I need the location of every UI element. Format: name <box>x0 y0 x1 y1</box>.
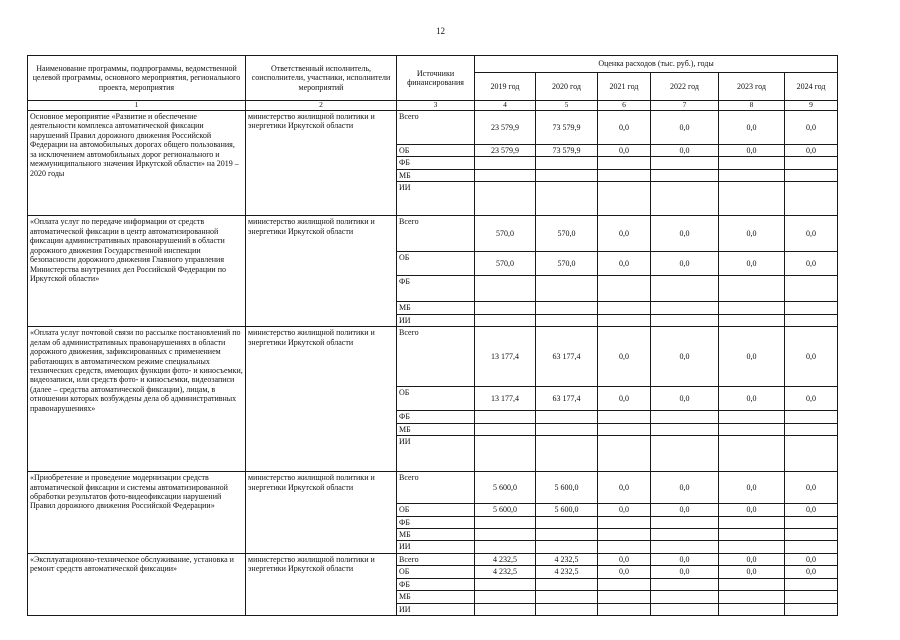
expense-value: 0,0 <box>785 553 838 565</box>
responsible-executor: министерство жилищной политики и энергетики Иркутской области <box>246 111 397 216</box>
activity-name: «Эксплуатационно-техническое обслуживание, установка и ремонт средств автоматической фиксации» <box>28 553 246 615</box>
expense-value <box>536 516 598 528</box>
expense-value <box>475 528 536 540</box>
page-number: 12 <box>436 26 445 36</box>
table-row <box>28 216 838 252</box>
expense-value: 0,0 <box>719 327 785 387</box>
expense-value <box>536 157 598 169</box>
expense-value <box>598 276 651 302</box>
funding-source: ИИ <box>397 541 475 553</box>
header-estimate: Оценка расходов (тыс. руб.), годы <box>475 56 838 73</box>
expense-value <box>785 182 838 216</box>
expense-value <box>785 411 838 423</box>
expense-value <box>651 528 719 540</box>
expense-value <box>651 302 719 314</box>
header-year: 2022 год <box>651 73 719 101</box>
responsible-executor: министерство жилищной политики и энергетики Иркутской области <box>246 472 397 554</box>
expense-value <box>475 541 536 553</box>
expense-value <box>598 516 651 528</box>
expense-value <box>719 516 785 528</box>
expense-value <box>598 169 651 181</box>
expense-value <box>598 578 651 590</box>
expense-value <box>651 423 719 435</box>
expense-value: 23 579,9 <box>475 111 536 145</box>
expense-value <box>598 603 651 615</box>
expense-value: 4 232,5 <box>536 553 598 565</box>
column-number: 9 <box>785 101 838 111</box>
expense-value <box>719 528 785 540</box>
column-number: 1 <box>28 101 246 111</box>
expense-value: 0,0 <box>651 252 719 276</box>
funding-source: Всего <box>397 216 475 252</box>
funding-source: МБ <box>397 169 475 181</box>
expense-value: 0,0 <box>651 566 719 578</box>
expense-value <box>536 423 598 435</box>
expense-value <box>475 182 536 216</box>
expense-value <box>719 603 785 615</box>
expense-value <box>536 591 598 603</box>
expense-value <box>536 182 598 216</box>
table-row <box>28 327 838 387</box>
expense-value <box>785 528 838 540</box>
expense-value <box>719 411 785 423</box>
responsible-executor: министерство жилищной политики и энергетики Иркутской области <box>246 553 397 615</box>
expense-value: 0,0 <box>598 387 651 411</box>
expense-value <box>785 436 838 472</box>
expense-value: 0,0 <box>719 252 785 276</box>
expense-value <box>598 436 651 472</box>
expense-value <box>475 314 536 326</box>
expense-value <box>536 314 598 326</box>
activity-name: «Оплата услуг по передаче информации от средств автоматической фиксации в центр автоматизированной фиксации административных правонарушений в области дорожного движения Государственной инспекции безопасности дорожного движения Главного управления Министерства внутренних дел Российской Федерации по Иркутской области» <box>28 216 246 327</box>
expense-value <box>536 276 598 302</box>
responsible-executor: министерство жилищной политики и энергетики Иркутской области <box>246 216 397 327</box>
expense-value <box>598 314 651 326</box>
expense-value: 0,0 <box>598 111 651 145</box>
expense-value: 0,0 <box>719 504 785 516</box>
expense-value: 0,0 <box>785 327 838 387</box>
expense-value: 0,0 <box>598 504 651 516</box>
expense-value: 0,0 <box>651 387 719 411</box>
expense-value <box>719 314 785 326</box>
expense-value: 0,0 <box>651 111 719 145</box>
expense-value: 4 232,5 <box>475 553 536 565</box>
funding-source: ИИ <box>397 436 475 472</box>
activity-name: Основное мероприятие «Развитие и обеспечение деятельности комплекса автоматической фиксации нарушений Правил дорожного движения Российской Федерации на автомобильных дорогах общего пользования, за исключением автомобильных дорог регионального и межмуниципального значения Иркутской области» на 2019 – 2020 годы <box>28 111 246 216</box>
column-number: 2 <box>246 101 397 111</box>
table-row <box>28 111 838 145</box>
funding-source: ОБ <box>397 387 475 411</box>
expense-value: 570,0 <box>536 252 598 276</box>
expense-value <box>598 591 651 603</box>
expense-value <box>475 411 536 423</box>
expense-value: 0,0 <box>719 145 785 157</box>
expense-value: 4 232,5 <box>475 566 536 578</box>
expense-value <box>785 591 838 603</box>
expense-value: 0,0 <box>598 145 651 157</box>
expense-value: 0,0 <box>719 472 785 504</box>
expense-value <box>785 541 838 553</box>
expense-value: 73 579,9 <box>536 145 598 157</box>
expense-value <box>785 314 838 326</box>
expense-value <box>536 169 598 181</box>
expense-value: 0,0 <box>598 252 651 276</box>
funding-source: ФБ <box>397 578 475 590</box>
funding-source: ОБ <box>397 252 475 276</box>
expense-value: 0,0 <box>651 504 719 516</box>
expense-value: 0,0 <box>785 145 838 157</box>
funding-source: ФБ <box>397 157 475 169</box>
expense-value <box>536 603 598 615</box>
expense-value <box>651 314 719 326</box>
column-number: 7 <box>651 101 719 111</box>
expense-value <box>651 157 719 169</box>
funding-source: ОБ <box>397 145 475 157</box>
expense-value <box>475 276 536 302</box>
expense-value <box>719 182 785 216</box>
funding-source: ИИ <box>397 182 475 216</box>
expense-value <box>475 157 536 169</box>
header-year: 2024 год <box>785 73 838 101</box>
expense-value: 0,0 <box>785 472 838 504</box>
expense-value <box>475 516 536 528</box>
expense-value <box>651 541 719 553</box>
expense-value <box>719 436 785 472</box>
expense-value: 570,0 <box>475 252 536 276</box>
funding-source: ФБ <box>397 411 475 423</box>
header-responsible: Ответственный исполнитель, соисполнители, участники, исполнители мероприятий <box>246 56 397 101</box>
expense-value <box>475 423 536 435</box>
column-number: 3 <box>397 101 475 111</box>
expense-value <box>719 157 785 169</box>
expense-value <box>651 603 719 615</box>
column-number: 4 <box>475 101 536 111</box>
expense-value <box>719 423 785 435</box>
expense-value: 63 177,4 <box>536 327 598 387</box>
expense-value <box>651 169 719 181</box>
expense-value <box>719 302 785 314</box>
expense-value: 570,0 <box>536 216 598 252</box>
header-name: Наименование программы, подпрограммы, ведомственной целевой программы, основного мероприятия, регионального проекта, мероприятия <box>28 56 246 101</box>
expense-value: 0,0 <box>651 553 719 565</box>
funding-source: Всего <box>397 553 475 565</box>
expense-value <box>785 169 838 181</box>
expense-value <box>475 603 536 615</box>
header-year: 2020 год <box>536 73 598 101</box>
activity-name: «Оплата услуг почтовой связи по рассылке постановлений по делам об административных правонарушениях в области дорожного движения, зафиксированных с применением работающих в автоматическом режиме специальных технических средств, имеющих функции фото- и киносъемки, видеозаписи, или средств фото- и киносъемки, видеозаписи (далее – средства автоматической фиксации), лицам, в отношении которых возбуждены дела об административных правонарушениях» <box>28 327 246 472</box>
expense-value <box>598 541 651 553</box>
column-number: 6 <box>598 101 651 111</box>
expense-value <box>475 578 536 590</box>
expense-value: 0,0 <box>598 216 651 252</box>
expense-value: 4 232,5 <box>536 566 598 578</box>
expense-value <box>536 541 598 553</box>
expense-value <box>785 603 838 615</box>
expense-value <box>598 182 651 216</box>
expense-value <box>785 578 838 590</box>
expense-value <box>536 578 598 590</box>
expense-value <box>651 276 719 302</box>
funding-source: ОБ <box>397 566 475 578</box>
expense-value <box>475 302 536 314</box>
expense-value <box>785 516 838 528</box>
expense-value: 0,0 <box>785 216 838 252</box>
expense-value <box>719 169 785 181</box>
funding-source: ОБ <box>397 504 475 516</box>
expense-value: 0,0 <box>651 327 719 387</box>
expense-value: 0,0 <box>785 252 838 276</box>
funding-source: МБ <box>397 423 475 435</box>
funding-source: ИИ <box>397 603 475 615</box>
header-year: 2019 год <box>475 73 536 101</box>
expense-value: 23 579,9 <box>475 145 536 157</box>
expense-value: 5 600,0 <box>475 472 536 504</box>
column-number: 5 <box>536 101 598 111</box>
expense-value <box>475 591 536 603</box>
header-year: 2021 год <box>598 73 651 101</box>
expense-value: 0,0 <box>598 553 651 565</box>
funding-source: МБ <box>397 302 475 314</box>
expense-value: 0,0 <box>719 387 785 411</box>
expense-value: 73 579,9 <box>536 111 598 145</box>
expense-value <box>598 411 651 423</box>
expense-value: 63 177,4 <box>536 387 598 411</box>
expense-value: 0,0 <box>651 472 719 504</box>
expense-value <box>651 411 719 423</box>
expense-value <box>785 302 838 314</box>
expense-value: 5 600,0 <box>536 504 598 516</box>
expense-value <box>536 302 598 314</box>
expense-value: 0,0 <box>719 553 785 565</box>
expense-value <box>651 182 719 216</box>
expense-value <box>651 436 719 472</box>
expense-value: 0,0 <box>598 472 651 504</box>
funding-source: ФБ <box>397 276 475 302</box>
funding-source: Всего <box>397 111 475 145</box>
responsible-executor: министерство жилищной политики и энергетики Иркутской области <box>246 327 397 472</box>
expense-value: 0,0 <box>598 327 651 387</box>
funding-source: ФБ <box>397 516 475 528</box>
expense-value <box>785 276 838 302</box>
expense-value <box>536 528 598 540</box>
expense-value <box>651 591 719 603</box>
expense-value <box>719 591 785 603</box>
expense-value: 0,0 <box>719 111 785 145</box>
expense-value <box>651 516 719 528</box>
expense-value: 13 177,4 <box>475 327 536 387</box>
expense-value <box>719 578 785 590</box>
expense-value <box>719 541 785 553</box>
table-row <box>28 472 838 504</box>
expense-value: 0,0 <box>785 566 838 578</box>
column-number: 8 <box>719 101 785 111</box>
expense-value: 13 177,4 <box>475 387 536 411</box>
expenditure-table <box>27 55 838 616</box>
expense-value: 0,0 <box>651 145 719 157</box>
expense-value: 0,0 <box>785 111 838 145</box>
header-source: Источники финансирования <box>397 56 475 101</box>
expense-value <box>785 157 838 169</box>
funding-source: МБ <box>397 528 475 540</box>
expense-value: 570,0 <box>475 216 536 252</box>
expense-value: 0,0 <box>651 216 719 252</box>
expense-value: 0,0 <box>785 504 838 516</box>
header-year: 2023 год <box>719 73 785 101</box>
expense-value: 0,0 <box>785 387 838 411</box>
expense-value <box>536 436 598 472</box>
funding-source: ИИ <box>397 314 475 326</box>
expense-value <box>598 528 651 540</box>
expense-value <box>598 423 651 435</box>
expense-value: 0,0 <box>719 216 785 252</box>
expense-value: 0,0 <box>598 566 651 578</box>
expense-value <box>785 423 838 435</box>
expense-value <box>475 169 536 181</box>
expense-value <box>719 276 785 302</box>
expense-value: 0,0 <box>719 566 785 578</box>
expense-value: 5 600,0 <box>536 472 598 504</box>
expense-value: 5 600,0 <box>475 504 536 516</box>
expense-value <box>598 157 651 169</box>
funding-source: Всего <box>397 327 475 387</box>
expense-value <box>598 302 651 314</box>
funding-source: Всего <box>397 472 475 504</box>
expense-value <box>651 578 719 590</box>
expense-value <box>475 436 536 472</box>
expense-value <box>536 411 598 423</box>
funding-source: МБ <box>397 591 475 603</box>
table-row <box>28 553 838 565</box>
activity-name: «Приобретение и проведение модернизации средств автоматической фиксации и системы автоматизированной обработки результатов фото-видеофиксации нарушений Правил дорожного движения Российской Федерации» <box>28 472 246 554</box>
